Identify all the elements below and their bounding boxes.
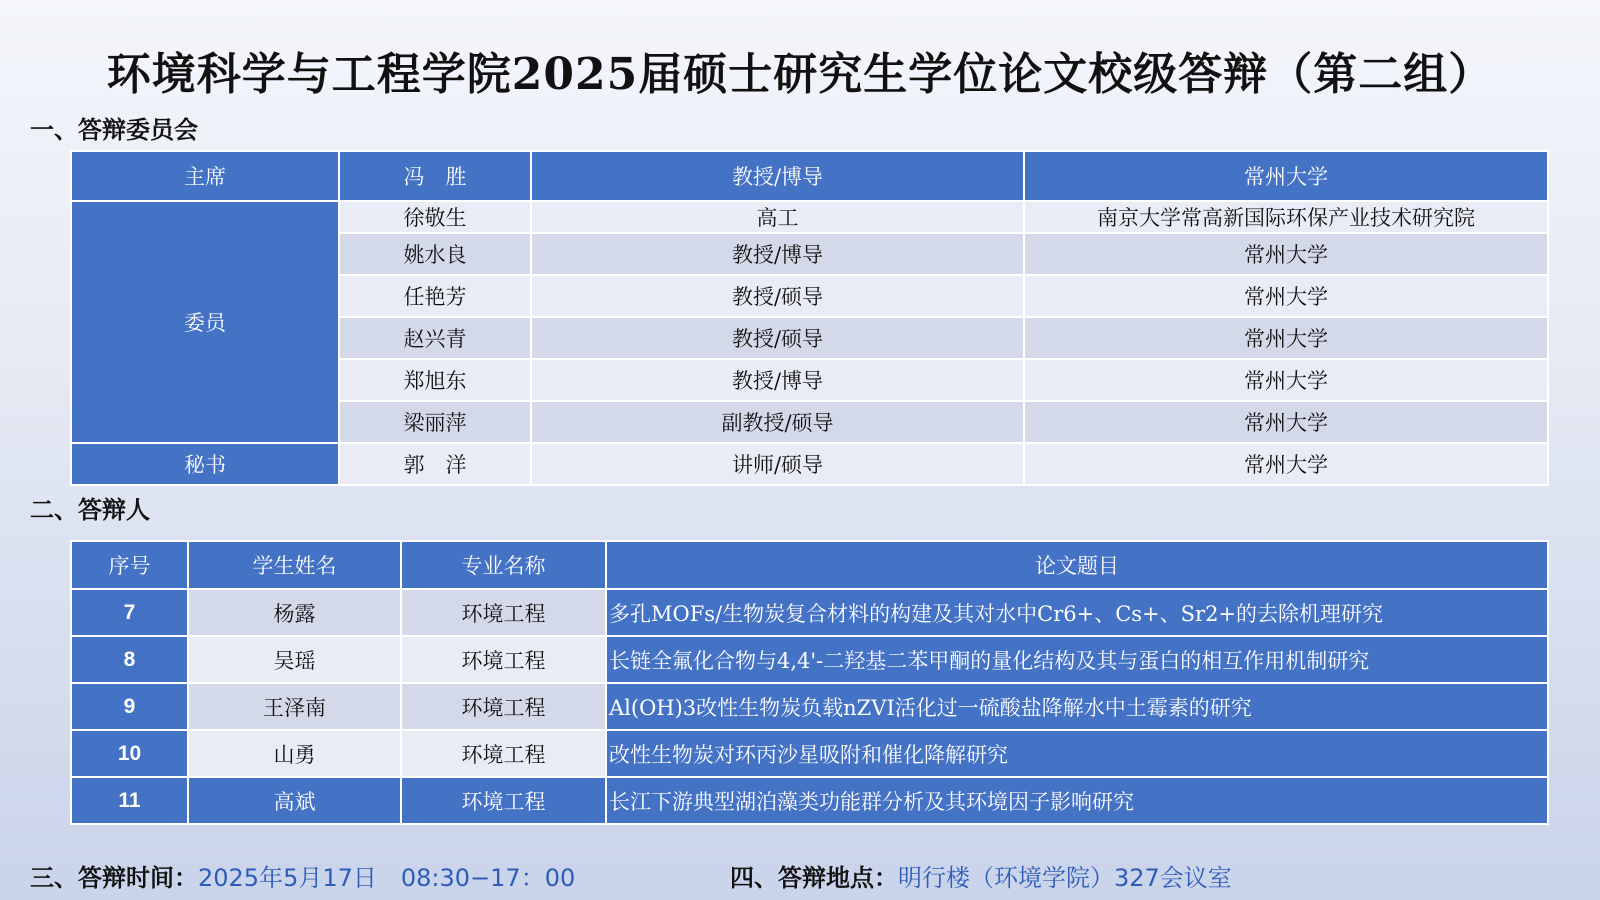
table-row — [71, 730, 1548, 777]
defenders-table — [70, 540, 1549, 825]
table-row — [71, 683, 1548, 730]
member-name: 郑旭东 — [339, 359, 531, 401]
member-title: 教授/硕导 — [531, 275, 1024, 317]
section-defenders-heading: 二、答辩人 — [30, 495, 150, 524]
row-no: 9 — [71, 683, 188, 730]
row-name: 杨露 — [188, 589, 401, 636]
header-thesis: 论文题目 — [606, 541, 1548, 589]
committee-table — [70, 150, 1549, 486]
committee-row-secretary — [71, 443, 1548, 485]
row-name: 吴瑶 — [188, 636, 401, 683]
secretary-title: 讲师/硕导 — [531, 443, 1024, 485]
row-name: 高斌 — [188, 777, 401, 824]
row-thesis: 多孔MOFs/生物炭复合材料的构建及其对水中Cr6+、Cs+、Sr2+的去除机理研究 — [606, 589, 1548, 636]
secretary-name: 郭 洋 — [339, 443, 531, 485]
defense-time — [30, 858, 575, 893]
member-title: 高工 — [531, 201, 1024, 233]
header-no: 序号 — [71, 541, 188, 589]
section-committee-heading: 一、答辩委员会 — [30, 115, 198, 144]
chair-org: 常州大学 — [1024, 151, 1548, 201]
member-org: 常州大学 — [1024, 317, 1548, 359]
row-thesis: Al(OH)3改性生物炭负载nZVI活化过一硫酸盐降解水中土霉素的研究 — [606, 683, 1548, 730]
defenders-header-row — [71, 541, 1548, 589]
page-title: 环境科学与工程学院2025届硕士研究生学位论文校级答辩（第二组） — [106, 49, 1494, 100]
defense-time-value: 2025年5月17日 08:30−17：00 — [198, 864, 576, 892]
member-org: 常州大学 — [1024, 401, 1548, 443]
row-no: 11 — [71, 777, 188, 824]
row-name: 山勇 — [188, 730, 401, 777]
member-org: 南京大学常高新国际环保产业技术研究院 — [1024, 201, 1548, 233]
table-row — [71, 589, 1548, 636]
row-major: 环境工程 — [401, 589, 606, 636]
header-major: 专业名称 — [401, 541, 606, 589]
member-name: 任艳芳 — [339, 275, 531, 317]
member-org: 常州大学 — [1024, 275, 1548, 317]
member-title: 教授/博导 — [531, 359, 1024, 401]
row-no: 7 — [71, 589, 188, 636]
chair-title: 教授/博导 — [531, 151, 1024, 201]
chair-name: 冯 胜 — [339, 151, 531, 201]
member-role: 委员 — [71, 201, 339, 443]
row-thesis: 长链全氟化合物与4,4'-二羟基二苯甲酮的量化结构及其与蛋白的相互作用机制研究 — [606, 636, 1548, 683]
defense-place-label: 四、答辩地点： — [730, 863, 898, 892]
defense-time-label: 三、答辩时间： — [30, 863, 198, 892]
member-title: 副教授/硕导 — [531, 401, 1024, 443]
row-no: 10 — [71, 730, 188, 777]
table-row — [71, 636, 1548, 683]
chair-role: 主席 — [71, 151, 339, 201]
member-name: 梁丽萍 — [339, 401, 531, 443]
row-name: 王泽南 — [188, 683, 401, 730]
secretary-org: 常州大学 — [1024, 443, 1548, 485]
member-name: 姚水良 — [339, 233, 531, 275]
secretary-role: 秘书 — [71, 443, 339, 485]
table-row — [71, 777, 1548, 824]
committee-row-chair — [71, 151, 1548, 201]
defense-place — [730, 858, 1232, 893]
row-thesis: 长江下游典型湖泊藻类功能群分析及其环境因子影响研究 — [606, 777, 1548, 824]
header-name: 学生姓名 — [188, 541, 401, 589]
row-no: 8 — [71, 636, 188, 683]
row-major: 环境工程 — [401, 683, 606, 730]
member-title: 教授/博导 — [531, 233, 1024, 275]
member-org: 常州大学 — [1024, 359, 1548, 401]
row-major: 环境工程 — [401, 636, 606, 683]
member-title: 教授/硕导 — [531, 317, 1024, 359]
row-thesis: 改性生物炭对环丙沙星吸附和催化降解研究 — [606, 730, 1548, 777]
member-name: 赵兴青 — [339, 317, 531, 359]
committee-row-member — [71, 201, 1548, 233]
member-org: 常州大学 — [1024, 233, 1548, 275]
row-major: 环境工程 — [401, 777, 606, 824]
member-name: 徐敬生 — [339, 201, 531, 233]
defense-place-value: 明行楼（环境学院）327会议室 — [898, 864, 1232, 892]
row-major: 环境工程 — [401, 730, 606, 777]
